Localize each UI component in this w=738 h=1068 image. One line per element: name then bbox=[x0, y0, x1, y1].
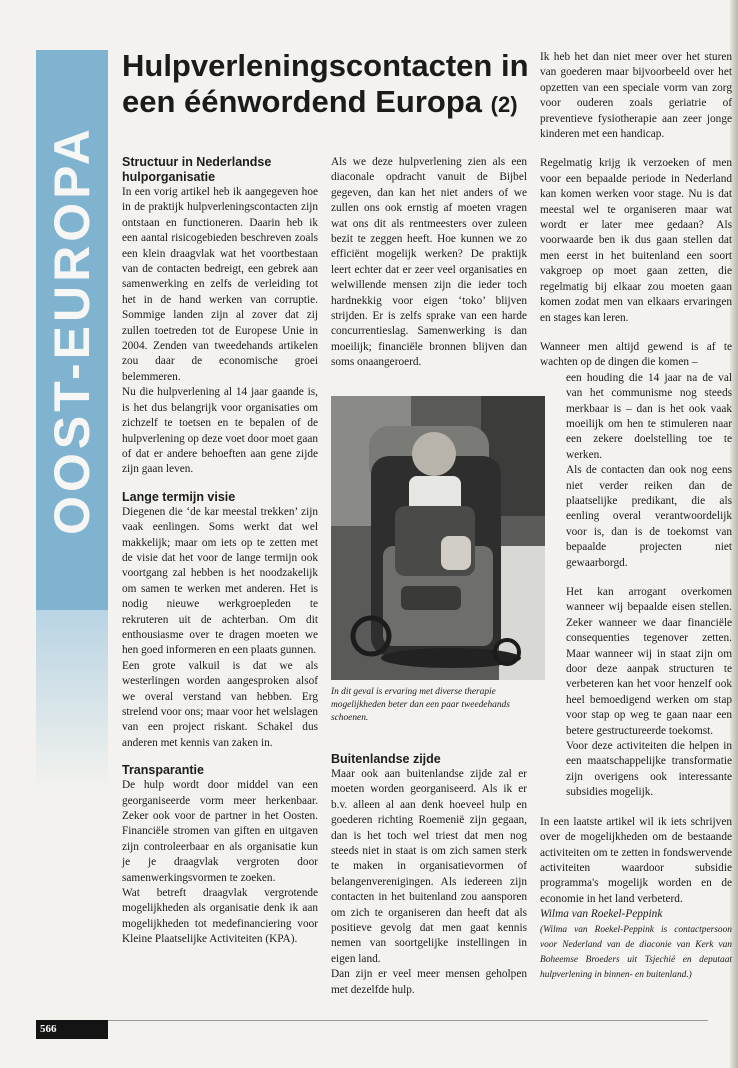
paragraph: Als we deze hulpverlening zien als een diaconale opdracht vanuit de Bijbel gegeven, dan kan het niet anders of we zullen ons ook ernstig af moeten vragen wat ons dit als rentmeesters over zuleen bezit te zeggen heeft. Hoe kunnen we zo efficiënt mogelijk werken? De praktijk leert echter dat er zeer veel organisaties en welwillende mensen zijn die ieder toch hardnekkig voor eigen ‘toko’ blijven strijden. Er is zelfs sprake van een harde concurrentieslag. Samenwerking is dan moeilijk; financiële bronnen blijven dan soms onaangeroerd. bbox=[331, 156, 527, 369]
paragraph: Diegenen die ‘de kar meestal trekken’ zijn vaak eenlingen. Soms werkt dat wel makkelijk; maar om iets op te zetten met de visie dat het voor de lange termijn ook voortgang zal hebben is het noodzakelijk om samen te werken met anderen. Het is nodig nieuwe werkgroepleden te rekruteren uit de achterban. Om dit enthousiasme over te dragen moeten we hen goed informeren en een plaats gunnen. bbox=[122, 505, 318, 657]
photo-caption: In dit geval is ervaring met diverse therapie mogelijkheden beter dan een paar tweedehands schoenen. bbox=[331, 687, 510, 723]
paragraph: De hulp wordt door middel van een georganiseerde vorm meer herkenbaar. Zeker ook voor de partner in het Oosten. Financiële stromen van giften en uitgaven zijn controleerbaar en als organisatie kun je je draagvlak vergroten door samenwerkingsvormen te zoeken. bbox=[122, 779, 318, 884]
column-3 bbox=[540, 50, 732, 983]
section-heading: Lange termijn visie bbox=[122, 489, 236, 504]
column-1 bbox=[122, 155, 318, 948]
photo-child-wheelchair bbox=[331, 396, 545, 680]
paragraph: Nu die hulpverlening al 14 jaar gaande is, is het dus belangrijk voor organisaties om zichzelf te toetsen en te bepalen of de hulpverlening op deze voet door moet gaan of dat er andere behoeften aan gene zijde zijn gaan leven. bbox=[122, 386, 318, 476]
author-signature: Wilma van Roekel-Peppink bbox=[540, 908, 663, 921]
paragraph: Dan zijn er veel meer mensen geholpen met dezelfde hulp. bbox=[331, 968, 527, 996]
article-part: (2) bbox=[490, 92, 518, 117]
column-2-bottom bbox=[331, 752, 527, 998]
column-2-top bbox=[331, 155, 527, 371]
section-heading: Structuur in Nederlandse hulporganisatie bbox=[122, 155, 272, 184]
paragraph: Regelmatig krijg ik verzoeken of men voor een bepaalde periode in Nederland kan komen werken voor stage. Nu is dat meestal wel te organiseren maar wat wordt er later mee gedaan? Als voorwaarde ben ik dus gaan stellen dat men eerst in het buitenland een soort vakgroep op moet gaan zetten, die regelmatig bij elkaar zou moeten gaan komen zodat men van elkaars ervaringen en stages kan leren. bbox=[540, 157, 732, 324]
section-label: OOST-EUROPA bbox=[44, 125, 100, 535]
section-heading: Transparantie bbox=[122, 763, 204, 778]
column-3-body bbox=[540, 50, 732, 907]
author-bio: (Wilma van Roekel-Peppink is contactpersoon voor Nederland van de diaconie van Kerk van Boheemse Broeders uit Tsjechië en deputaat hulpverlening in binnen- en buitenland.) bbox=[540, 924, 732, 981]
paragraph: Wanneer men altijd gewend is af te wachten op de dingen die komen – bbox=[540, 340, 732, 369]
article-title-text: Hulpverleningscontacten in een éénwordend Europa bbox=[122, 48, 529, 119]
paragraph: In een vorig artikel heb ik aangegeven hoe in de praktijk hulpverleningscontacten zijn ontstaan en functioneren. Daarin heb ik een aantal risicogebieden beschreven zoals een klein draagvlak wat het voortbestaan van de contacten bedreigt, een gebrek aan samenwerking en zelfs de verleiding tot het in de hand werken van corruptie. Sommige landen zijn al zover dat zij zullen toetreden tot de Europese Unie in 2004. Zenden van tweedehands artikelen zou daar de economische groei belemmeren. bbox=[122, 186, 318, 383]
paragraph: Als de contacten dan ook nog eens niet verder reiken dan de plaatselijke predikant, die als eenling overal verantwoordelijk voor is, dan is de toekomst van bepaalde projecten niet gewaarborgd. bbox=[566, 464, 732, 569]
paragraph: Wat betreft draagvlak vergrotende mogelijkheden als organisatie denk ik aan mogelijkheden tot medefinanciering voor Kleine Plaatselijke Activiteiten (KPA). bbox=[122, 887, 318, 946]
section-heading: Buitenlandse zijde bbox=[331, 752, 441, 766]
paragraph: Het kan arrogant overkomen wanneer wij bepaalde eisen stellen. Zeker wanneer we daar financiële consequenties tegenover zetten. Maar wanneer wij in staat zijn om door deze aanpak structuren te verbeteren kan het voor henzelf ook heel bemoedigend werken om stap voor stap op weg te gaan naar een betere gestructureerde toekomst. bbox=[566, 586, 732, 737]
photo-illustration bbox=[331, 396, 545, 680]
paragraph: In een laatste artikel wil ik iets schrijven over de mogelijkheden om de bestaande activiteiten om te zetten in fondswervende activiteiten waardoor subsidie programma's mogelijk worden en de economie in het land verbeterd. bbox=[540, 815, 732, 905]
paragraph: Een grote valkuil is dat we als westerlingen worden aangesproken alsof we overal verstand van hebben. Erg strelend voor ons; maar voor het welslagen van een project riskant. Schakel dus anderen met kennis van zaken in. bbox=[122, 659, 318, 749]
article-title bbox=[122, 48, 532, 123]
page-number: 566 bbox=[36, 1020, 108, 1039]
section-band-fade bbox=[36, 610, 108, 790]
paragraph: Maar ook aan buitenlandse zijde zal er moeten worden georganiseerd. Als ik er b.v. alleen al aan denk hoeveel hulp en goederen richting Roemenië zijn gegaan, dan is het toch wel triest dat men nog steeds niet in staat is om zich samen sterk te maken in organisatievormen of belangenverenigingen. Als iedereen zijn contacten in het buitenland zou aansporen om zich te organiseren dan heeft dat als positieve gevolg dat men gaat kennis nemen van soortgelijke instellingen in eigen land. bbox=[331, 768, 527, 965]
paragraph: Voor deze activiteiten die helpen in een maatschappelijke transformatie zijn overigens ook interessante subsidies mogelijk. bbox=[566, 740, 732, 799]
paragraph: een houding die 14 jaar na de val van het communisme nog steeds merkbaar is – dan is het ook vaak moeilijk om hen te stimuleren naar een zekere doelstelling toe te werken. bbox=[566, 371, 732, 461]
paragraph: Ik heb het dan niet meer over het sturen van goederen maar bijvoorbeeld over het opzetten van een speciale vorm van zorg voor ouderen zoals geriatrie of preventieve fysiotherapie aan zeer jonge kinderen met een handicap. bbox=[540, 51, 732, 141]
footer-rule bbox=[108, 1020, 708, 1021]
